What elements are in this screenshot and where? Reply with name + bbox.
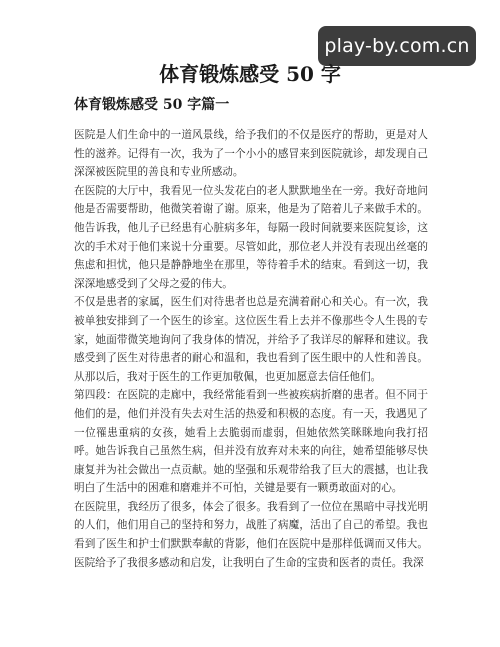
paragraph: 第四段：在医院的走廊中，我经常能看到一些被疾病折磨的患者。但不同于他们的是，他们并没有失去对生活的热爱和积极的态度。有一天，我遇见了一位罹患重病的女孩，她看上去脆弱而虚弱，但她依然笑眯眯地向我打招呼。她告诉我自己虽然生病，但并没有放弃对未来的向往，她希望能够尽快康复并为社会做出一点贡献。她的坚强和乐观带给我了巨大的震撼，也让我明白了生活中的困难和磨难并不可怕，关键是要有一颗勇敢面对的心。 — [74, 389, 428, 495]
paragraph: 不仅是患者的家属，医生们对待患者也总是充满着耐心和关心。有一次，我被单独安排到了一个医生的诊室。这位医生看上去并不像那些令人生畏的专家，她面带微笑地询问了我身体的情况，并给予了我详尽的解释和建议。我感受到了医生对待患者的耐心和温和，我也看到了医生眼中的人性和善良。从那以后，我对于医生的工作更加敬佩，也更加愿意去信任他们。 — [74, 296, 428, 383]
document-title: 体育锻炼感受 50 字 — [159, 62, 341, 86]
document-body — [74, 126, 428, 572]
paragraph: 在医院的大厅中，我看见一位头发花白的老人默默地坐在一旁。我好奇地问他是否需要帮助，他微笑着谢了谢。原来，他是为了陪着儿子来做手术的。他告诉我，他儿子已经患有心脏病多年，每隔一段时间就要来医院复诊，这次的手术对于他们来说十分重要。尽管如此，那位老人并没有表现出丝毫的焦虑和担忧，他只是静静地坐在那里，等待着手术的结束。看到这一切，我深深地感受到了父母之爱的伟大。 — [74, 184, 428, 290]
section-heading: 体育锻炼感受 50 字篇一 — [74, 97, 230, 113]
paragraph: 医院是人们生命中的一道风景线，给予我们的不仅是医疗的帮助，更是对人性的滋养。记得有一次，我为了一个小小的感冒来到医院就诊，却发现自己深深被医院里的善良和专业所感动。 — [74, 129, 428, 179]
paragraph: 在医院里，我经历了很多，体会了很多。我看到了一位位在黑暗中寻找光明的人们，他们用自己的坚持和努力，战胜了病魔，活出了自己的希望。我也看到了医生和护士们默默奉献的背影，他们在医院中是那样低调而又伟大。医院给予了我很多感动和启发，让我明白了生命的宝贵和医者的责任。我深 — [74, 500, 428, 569]
watermark-badge: play-by.com.cn — [318, 26, 476, 66]
